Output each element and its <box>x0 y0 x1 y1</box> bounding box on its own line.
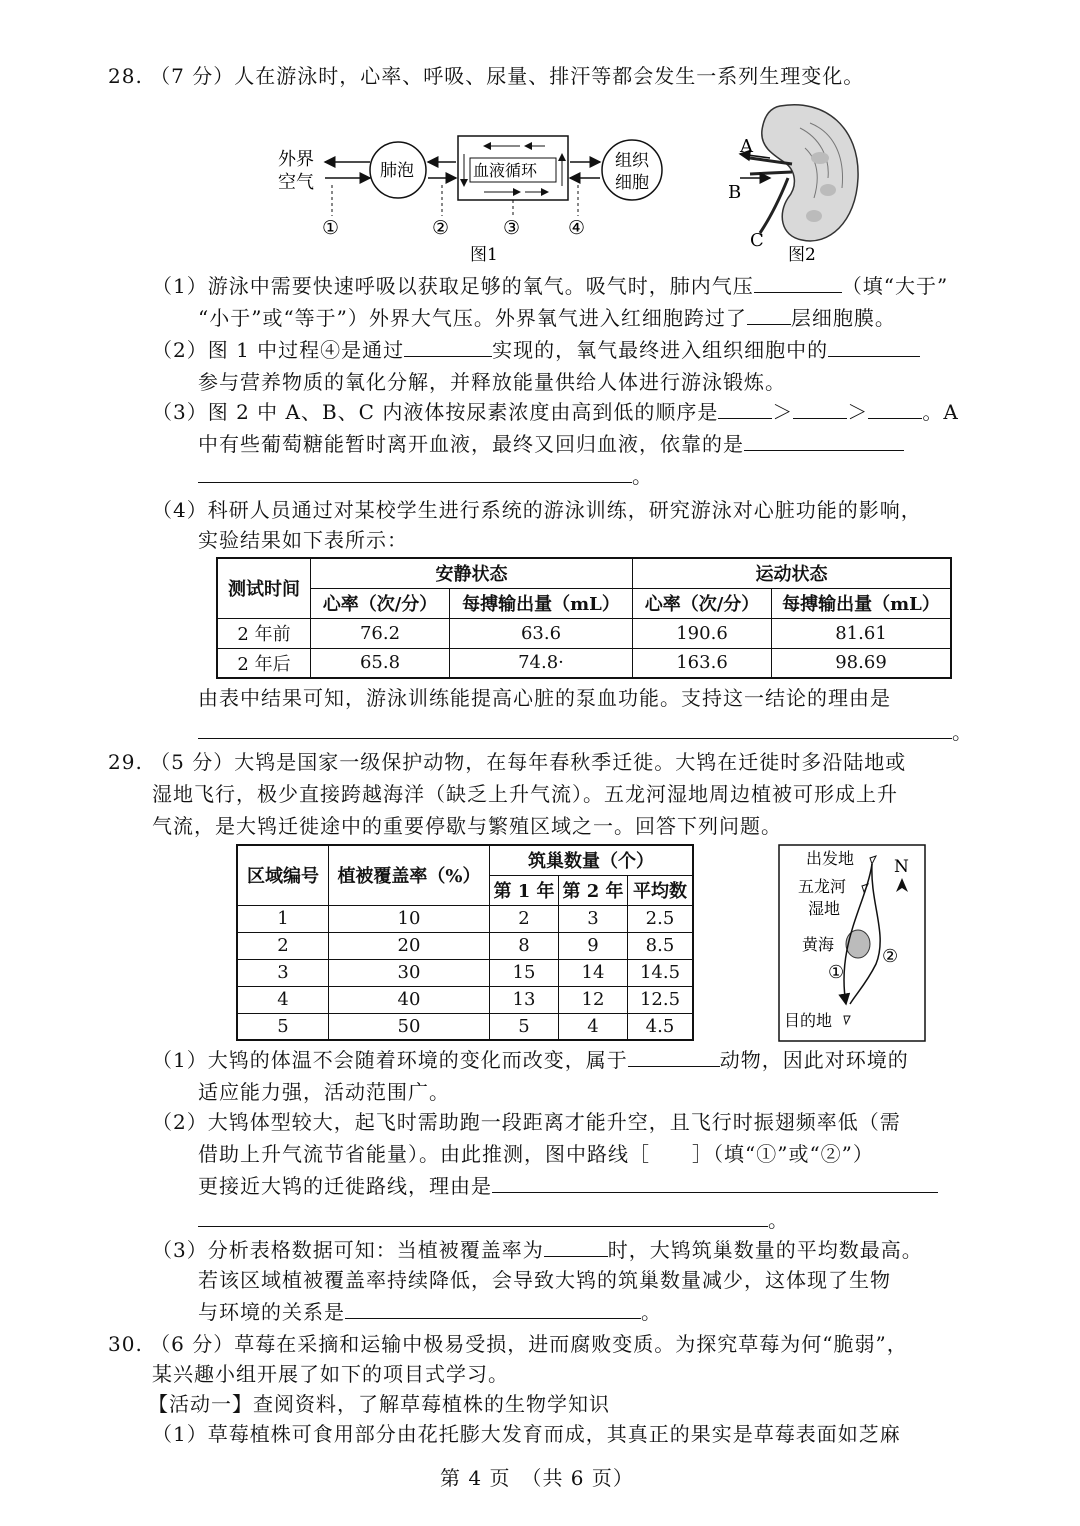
table-cell: 3 <box>559 905 628 932</box>
table-cell: 4 <box>559 1013 628 1040</box>
answer-blank[interactable] <box>345 1298 641 1319</box>
q28-stem: 28. （7 分）人在游泳时，心率、呼吸、尿量、排汗等都会发生一系列生理变化。 <box>108 64 865 88</box>
answer-blank[interactable] <box>718 398 772 419</box>
table-cell: 2 <box>490 905 559 932</box>
q28-sub3-line3: 。 <box>198 462 653 490</box>
kidney-label-c: C <box>750 230 764 251</box>
answer-blank[interactable] <box>404 336 492 357</box>
q29-stem-line1: 29. （5 分）大鸨是国家一级保护动物，在每年春秋季迁徙。大鸨在迁徙时多沿陆地或 <box>108 750 907 774</box>
sea-shape <box>846 930 870 958</box>
table-cell: 13 <box>490 986 559 1013</box>
answer-blank[interactable] <box>198 718 952 739</box>
table-cell: 30 <box>329 959 490 986</box>
route-1-label: ① <box>828 962 845 983</box>
table-header-heart-rate: 心率（次/分） <box>633 588 772 618</box>
table-row <box>237 986 693 1013</box>
q28-result-table <box>216 557 952 679</box>
table-cell: 2 年前 <box>217 618 311 648</box>
table-header-cover: 植被覆盖率（%） <box>329 845 490 905</box>
table-cell: 65.8 <box>311 648 450 678</box>
answer-blank[interactable] <box>868 398 922 419</box>
table-row <box>217 618 951 648</box>
table-cell: 81.61 <box>772 618 952 648</box>
map-start-label: 出发地 <box>806 849 855 868</box>
q30-activity-1-heading: 【活动一】查阅资料，了解草莓植株的生物学知识 <box>148 1392 610 1416</box>
figure-1-caption: 图1 <box>470 245 498 265</box>
map-dest-label: 目的地 <box>784 1011 833 1030</box>
table-cell: 5 <box>490 1013 559 1040</box>
answer-blank[interactable] <box>544 1236 608 1257</box>
process-mark-2: ② <box>432 217 450 239</box>
map-wetland-label-2: 湿地 <box>808 899 841 918</box>
q29-stem-line2: 湿地飞行，极少直接跨越海洋（缺乏上升气流）。五龙河湿地周边植被可形成上升 <box>152 782 898 806</box>
q30-stem-line1: 30. （6 分）草莓在采摘和运输中极易受损，进而腐败变质。为探究草莓为何“脆弱”， <box>108 1332 908 1356</box>
route-2-label: ② <box>882 946 899 967</box>
migration-route-map <box>778 844 926 1042</box>
table-row <box>237 1013 693 1040</box>
kidney-label-b: B <box>728 182 742 203</box>
table-cell: 10 <box>329 905 490 932</box>
q28-sub4-line2: 实验结果如下表所示： <box>198 528 408 552</box>
q28-sub3-line1: （3）图 2 中 A、B、C 内液体按尿素浓度由高到低的顺序是 ＞ ＞ 。A <box>152 400 959 424</box>
q29-sub3-line2: 若该区域植被覆盖率持续降低，会导致大鸨的筑巢数量减少，这体现了生物 <box>198 1268 891 1292</box>
table-cell: 190.6 <box>633 618 772 648</box>
table-cell: 8.5 <box>628 932 694 959</box>
table-header-stroke-volume: 每搏输出量（mL） <box>772 588 952 618</box>
table-header-time: 测试时间 <box>217 558 311 618</box>
tissue-cell-label-2: 细胞 <box>615 173 649 193</box>
table-cell: 4 <box>237 986 329 1013</box>
q29-sub2-line4: 。 <box>198 1206 789 1234</box>
answer-blank[interactable] <box>744 430 904 451</box>
table-cell: 163.6 <box>633 648 772 678</box>
table-cell: 2.5 <box>628 905 694 932</box>
table-row <box>237 959 693 986</box>
table-cell: 12 <box>559 986 628 1013</box>
answer-blank[interactable] <box>198 462 632 483</box>
answer-blank[interactable] <box>198 1206 768 1227</box>
table-header-exercise: 运动状态 <box>633 558 952 588</box>
q28-sub2-line1: （2）图 1 中过程④是通过 实现的，氧气最终进入组织细胞中的 <box>152 336 920 364</box>
q28-sub1-line2: “小于”或“等于”）外界大气压。外界氧气进入红细胞跨过了 层细胞膜。 <box>198 306 896 330</box>
q29-sub3-line3: 与环境的关系是 。 <box>198 1300 662 1324</box>
table-header-nest: 筑巢数量（个） <box>490 845 694 875</box>
table-header-stroke-volume: 每搏输出量（mL） <box>450 588 633 618</box>
table-cell: 14.5 <box>628 959 694 986</box>
table-header-year2: 第 2 年 <box>559 875 628 905</box>
figure-2-kidney-diagram <box>710 98 870 270</box>
table-cell: 2 年后 <box>217 648 311 678</box>
table-cell: 4.5 <box>628 1013 694 1040</box>
outside-air-label-2: 空气 <box>278 172 314 193</box>
table-cell: 3 <box>237 959 329 986</box>
blood-circulation-label: 血液循环 <box>473 161 538 180</box>
table-cell: 14 <box>559 959 628 986</box>
tissue-cell-label-1: 组织 <box>615 151 649 171</box>
answer-blank[interactable] <box>492 1172 938 1193</box>
answer-blank[interactable] <box>828 336 920 357</box>
table-cell: 76.2 <box>311 618 450 648</box>
table-cell: 63.6 <box>450 618 633 648</box>
q28-sub2-line2: 参与营养物质的氧化分解，并释放能量供给人体进行游泳锻炼。 <box>198 370 786 394</box>
table-cell: 1 <box>237 905 329 932</box>
kidney-label-a: A <box>740 136 753 157</box>
q29-sub3-line1: （3）分析表格数据可知：当植被覆盖率为 时，大鸨筑巢数量的平均数最高。 <box>152 1238 923 1262</box>
answer-blank[interactable] <box>793 398 847 419</box>
table-cell: 50 <box>329 1013 490 1040</box>
table-cell: 5 <box>237 1013 329 1040</box>
q28-sub4-line4: 。 <box>198 718 973 746</box>
q28-sub3-line2: 中有些葡萄糖能暂时离开血液，最终又回归血液，依靠的是 <box>198 430 904 458</box>
answer-blank[interactable] <box>747 304 791 325</box>
answer-blank[interactable] <box>628 1046 720 1067</box>
outside-air-label-1: 外界 <box>278 149 314 170</box>
figure-2-caption: 图2 <box>788 245 816 265</box>
table-row <box>237 932 693 959</box>
process-mark-3: ③ <box>503 217 521 239</box>
table-cell: 98.69 <box>772 648 952 678</box>
table-cell: 9 <box>559 932 628 959</box>
table-cell: 12.5 <box>628 986 694 1013</box>
q29-sub2-line1: （2）大鸨体型较大，起飞时需助跑一段距离才能升空，且飞行时振翅频率低（需 <box>152 1110 901 1134</box>
table-header-average: 平均数 <box>628 875 694 905</box>
map-sea-label: 黄海 <box>802 935 835 954</box>
table-cell: 2 <box>237 932 329 959</box>
q29-sub2-line2: 借助上升气流节省能量）。由此推测，图中路线［ ］（填“①”或“②”） <box>198 1142 874 1166</box>
q29-stem-line3: 气流，是大鸨迁徙途中的重要停歇与繁殖区域之一。回答下列问题。 <box>152 814 782 838</box>
q30-stem-line2: 某兴趣小组开展了如下的项目式学习。 <box>152 1362 509 1386</box>
table-row <box>237 905 693 932</box>
q29-sub2-line3: 更接近大鸨的迁徙路线，理由是 <box>198 1172 938 1200</box>
q28-sub1-line1: （1）游泳中需要快速呼吸以获取足够的氧气。吸气时，肺内气压 （填“大于” <box>152 274 949 298</box>
table-header-zone: 区域编号 <box>237 845 329 905</box>
map-north-label: N <box>894 857 909 877</box>
table-cell: 8 <box>490 932 559 959</box>
q29-nest-table <box>236 844 694 1041</box>
table-header-rest: 安静状态 <box>311 558 633 588</box>
process-mark-1: ① <box>322 217 340 239</box>
table-header-heart-rate: 心率（次/分） <box>311 588 450 618</box>
page-footer: 第 4 页 （共 6 页） <box>440 1466 634 1490</box>
answer-blank[interactable] <box>754 272 842 293</box>
q28-sub4-line1: （4）科研人员通过对某校学生进行系统的游泳训练，研究游泳对心脏功能的影响， <box>152 498 922 522</box>
table-header-year1: 第 1 年 <box>490 875 559 905</box>
alveoli-label: 肺泡 <box>380 161 414 181</box>
q30-sub1-line1: （1）草莓植株可食用部分由花托膨大发育而成，其真正的果实是草莓表面如芝麻 <box>152 1422 901 1446</box>
map-wetland-label-1: 五龙河 <box>798 877 847 896</box>
q29-sub1-line1: （1）大鸨的体温不会随着环境的变化而改变，属于 动物，因此对环境的 <box>152 1048 909 1072</box>
table-row <box>217 648 951 678</box>
q28-sub4-line3: 由表中结果可知，游泳训练能提高心脏的泵血功能。支持这一结论的理由是 <box>198 686 891 710</box>
figure-1-diagram <box>270 130 690 270</box>
process-mark-4: ④ <box>568 217 586 239</box>
table-cell: 74.8· <box>450 648 633 678</box>
table-cell: 15 <box>490 959 559 986</box>
table-cell: 40 <box>329 986 490 1013</box>
q29-sub1-line2: 适应能力强，活动范围广。 <box>198 1080 450 1104</box>
table-cell: 20 <box>329 932 490 959</box>
